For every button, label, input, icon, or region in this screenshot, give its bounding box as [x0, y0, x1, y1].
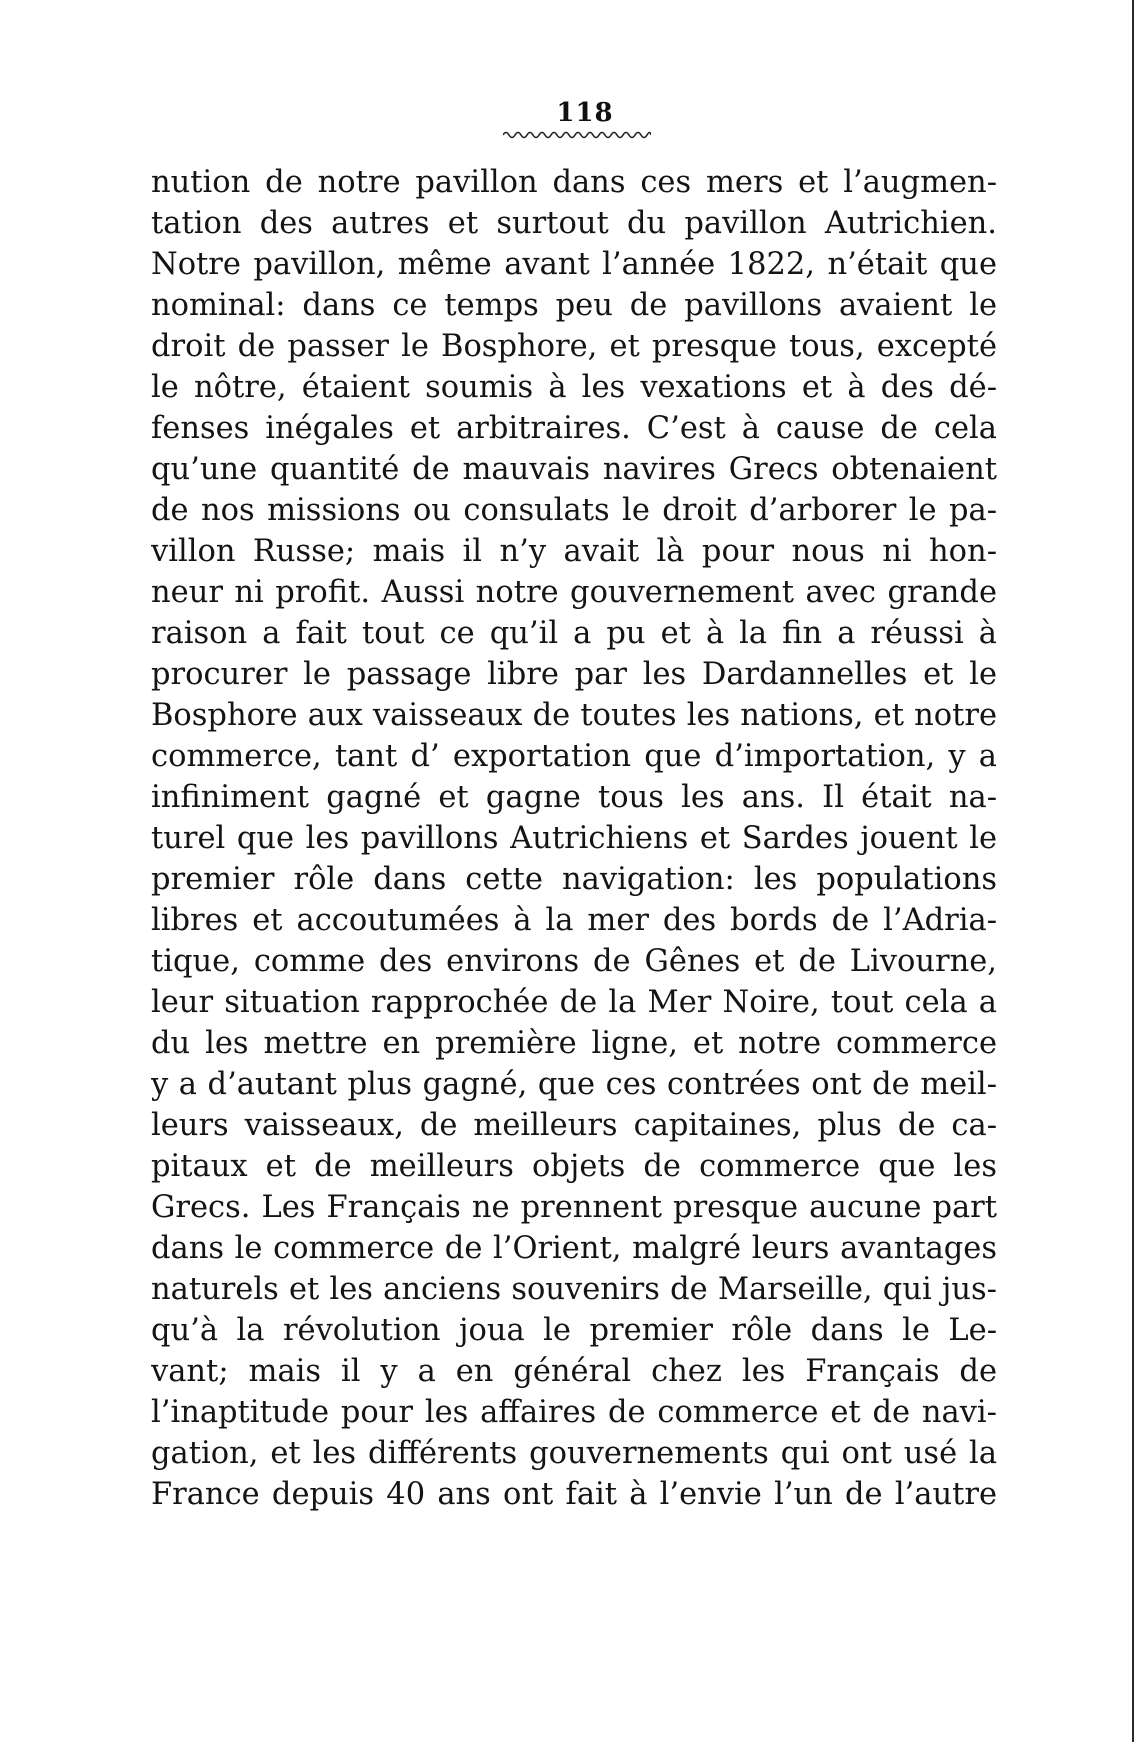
- text-line: du les mettre en première ligne, et notre commerce: [151, 1026, 997, 1061]
- text-line: tation des autres et surtout du pavillon Autrichien.: [151, 206, 997, 241]
- page-edge-line: [1132, 0, 1134, 1742]
- text-line: nominal: dans ce temps peu de pavillons avaient le: [151, 288, 997, 323]
- text-line: Notre pavillon, même avant l’année 1822, n’était que: [151, 247, 997, 282]
- text-line: raison a fait tout ce qu’il a pu et à la fin a réussi à: [151, 616, 997, 651]
- text-line: Grecs. Les Français ne prennent presque aucune part: [151, 1190, 997, 1225]
- text-line: libres et accoutumées à la mer des bords de l’Adria-: [151, 903, 997, 938]
- text-line: qu’à la révolution joua le premier rôle dans le Le-: [151, 1313, 997, 1348]
- text-line: Bosphore aux vaisseaux de toutes les nations, et notre: [151, 698, 997, 733]
- text-line: France depuis 40 ans ont fait à l’envie l’un de l’autre: [151, 1477, 997, 1512]
- text-line: premier rôle dans cette navigation: les populations: [151, 862, 997, 897]
- text-line: neur ni profit. Aussi notre gouvernement avec grande: [151, 575, 997, 610]
- text-line: dans le commerce de l’Orient, malgré leurs avantages: [151, 1231, 997, 1266]
- text-line: villon Russe; mais il n’y avait là pour nous ni hon-: [151, 534, 997, 569]
- text-line: l’inaptitude pour les affaires de commerce et de navi-: [151, 1395, 997, 1430]
- text-line: de nos missions ou consulats le droit d’arborer le pa-: [151, 493, 997, 528]
- text-line: procurer le passage libre par les Dardannelles et le: [151, 657, 997, 692]
- text-line: le nôtre, étaient soumis à les vexations et à des dé-: [151, 370, 997, 405]
- text-line: y a d’autant plus gagné, que ces contrées ont de meil-: [151, 1067, 997, 1102]
- text-line: fenses inégales et arbitraires. C’est à cause de cela: [151, 411, 997, 446]
- page-number: 118: [556, 98, 614, 128]
- text-line: leur situation rapprochée de la Mer Noire, tout cela a: [151, 985, 997, 1020]
- text-line: pitaux et de meilleurs objets de commerce que les: [151, 1149, 997, 1184]
- text-line: turel que les pavillons Autrichiens et Sardes jouent le: [151, 821, 997, 856]
- body-text: [151, 162, 997, 1515]
- text-line: droit de passer le Bosphore, et presque tous, excepté: [151, 329, 997, 364]
- text-line: naturels et les anciens souvenirs de Marseille, qui jus-: [151, 1272, 997, 1307]
- text-line: qu’une quantité de mauvais navires Grecs obtenaient: [151, 452, 997, 487]
- text-line: tique, comme des environs de Gênes et de Livourne,: [151, 944, 997, 979]
- text-line: leurs vaisseaux, de meilleurs capitaines, plus de ca-: [151, 1108, 997, 1143]
- text-line: nution de notre pavillon dans ces mers et l’augmen-: [151, 165, 997, 200]
- wavy-ornament: [503, 130, 651, 140]
- text-line: infiniment gagné et gagne tous les ans. Il était na-: [151, 780, 997, 815]
- text-line: vant; mais il y a en général chez les Français de: [151, 1354, 997, 1389]
- text-line: gation, et les différents gouvernements qui ont usé la: [151, 1436, 997, 1471]
- text-line: commerce, tant d’ exportation que d’importation, y a: [151, 739, 997, 774]
